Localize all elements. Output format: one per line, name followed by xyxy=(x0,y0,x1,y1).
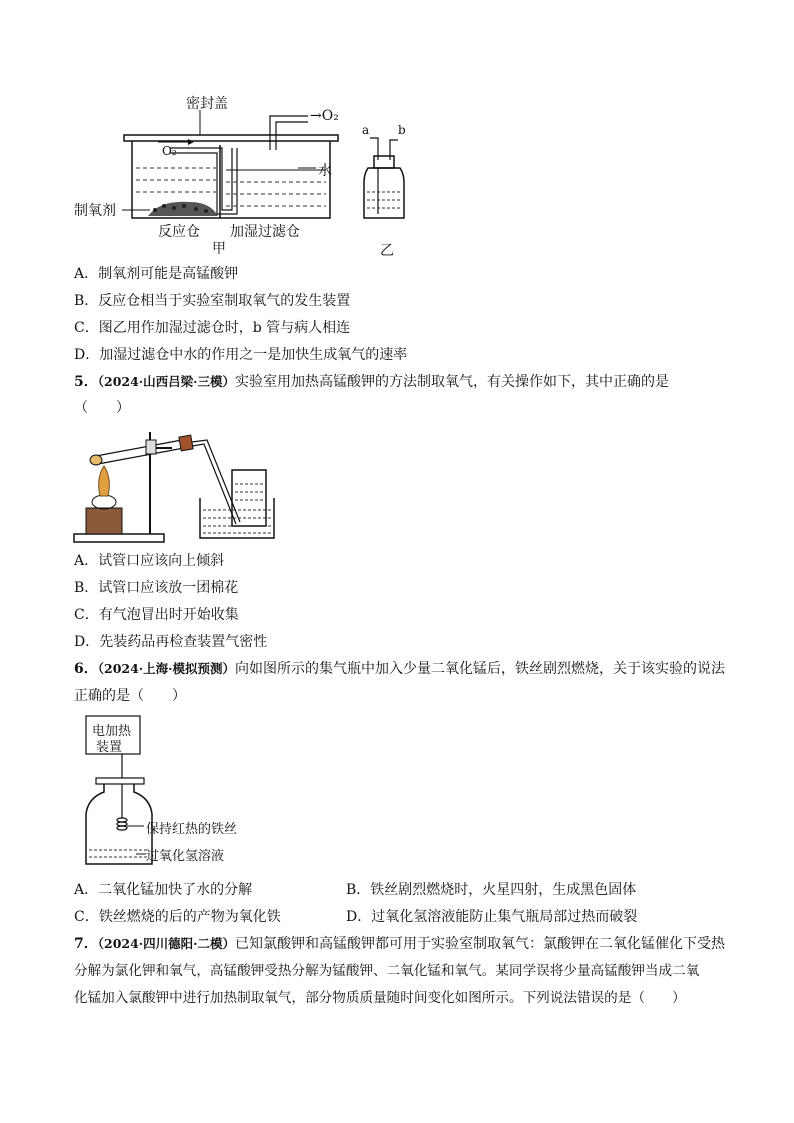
label-h2o2-solution: 过氧化氢溶液 xyxy=(146,849,225,864)
q5-option-b: B．试管口应该放一团棉花 xyxy=(74,580,239,596)
q6-option-b: B．铁丝剧烈燃烧时，火星四射，生成黑色固体 xyxy=(346,882,637,898)
q6-source: （2024·上海·模拟预测） xyxy=(97,661,235,676)
connecting-tube xyxy=(170,148,232,210)
label-tube-a: a xyxy=(362,123,370,137)
q6-option-c: C．铁丝燃烧的后的产物为氧化铁 xyxy=(74,909,281,925)
q5-option-a: A．试管口应该向上倾斜 xyxy=(74,553,225,569)
q7-stem-text-2: 分解为氯化钾和氧气，高锰酸钾受热分解为锰酸钾、二氧化锰和氧气。某同学误将少量高锰酸钾当成二氧 xyxy=(74,963,700,979)
label-o2-in: O₂ xyxy=(162,144,177,158)
q6-option-a: A．二氧化锰加快了水的分解 xyxy=(74,882,253,898)
q5-option-c: C．有气泡冒出时开始收集 xyxy=(74,607,239,623)
q6-stem-2: 正确的是（ ） xyxy=(74,688,186,704)
gas-jar xyxy=(86,784,152,864)
label-filter-chamber: 加湿过滤仓 xyxy=(230,224,300,240)
kmno4-heating-apparatus xyxy=(72,426,282,544)
sealed-lid xyxy=(124,135,338,141)
q6-stem-text: 向如图所示的集气瓶中加入少量二氧化锰后，铁丝剧烈燃烧，关于该实验的说法 xyxy=(235,661,725,677)
q4-option-d: D．加湿过滤仓中水的作用之一是加快生成氧气的速率 xyxy=(74,347,408,363)
q5-paren: （ ） xyxy=(74,400,130,416)
label-iron-wire: 保持红热的铁丝 xyxy=(146,822,238,837)
q6-option-d: D．过氧化氢溶液能防止集气瓶局部过热而破裂 xyxy=(346,909,638,925)
q7-number: 7． xyxy=(74,936,98,952)
q7-stem xyxy=(74,934,725,954)
label-heater-2: 装置 xyxy=(96,740,123,755)
oxygen-agent-pile xyxy=(148,202,218,216)
label-heater-1: 电加热 xyxy=(92,724,132,739)
q5-source: （2024·山西吕梁·三模） xyxy=(97,374,235,389)
label-water: 水 xyxy=(318,163,332,179)
label-tube-b: b xyxy=(398,123,406,137)
q4-option-b: B．反应仓相当于实验室制取氧气的发生装置 xyxy=(74,293,351,309)
label-agent: 制氧剂 xyxy=(74,203,116,219)
caption-yi: 乙 xyxy=(380,243,394,259)
alcohol-lamp xyxy=(86,508,122,534)
water-trough xyxy=(200,498,274,538)
wash-bottle xyxy=(364,138,404,218)
label-lid: 密封盖 xyxy=(186,96,228,112)
q7-stem-text-1: 已知氯酸钾和高锰酸钾都可用于实验室制取氧气：氯酸钾在二氧化锰催化下受热 xyxy=(235,936,725,952)
test-tube xyxy=(96,440,184,464)
q4-option-c: C．图乙用作加湿过滤仓时，b 管与病人相连 xyxy=(74,320,351,336)
label-o2-out: →O₂ xyxy=(310,108,339,124)
q4-option-a: A．制氧剂可能是高锰酸钾 xyxy=(74,266,239,282)
q5-option-d: D．先装药品再检查装置气密性 xyxy=(74,634,268,650)
q5-number: 5． xyxy=(74,374,98,390)
q6-stem xyxy=(74,659,725,679)
caption-jia: 甲 xyxy=(212,241,226,257)
q7-stem-text-3: 化锰加入氯酸钾中进行加热制取氧气，部分物质质量随时间变化如图所示。下列说法错误的是（ ） xyxy=(74,990,686,1006)
q5-stem-text: 实验室用加热高锰酸钾的方法制取氧气，有关操作如下，其中正确的是 xyxy=(235,374,669,390)
q5-stem xyxy=(74,372,669,392)
q6-number: 6． xyxy=(74,661,98,677)
q7-source: （2024·四川德阳·二模） xyxy=(97,936,235,951)
label-reaction-chamber: 反应仓 xyxy=(158,224,200,240)
